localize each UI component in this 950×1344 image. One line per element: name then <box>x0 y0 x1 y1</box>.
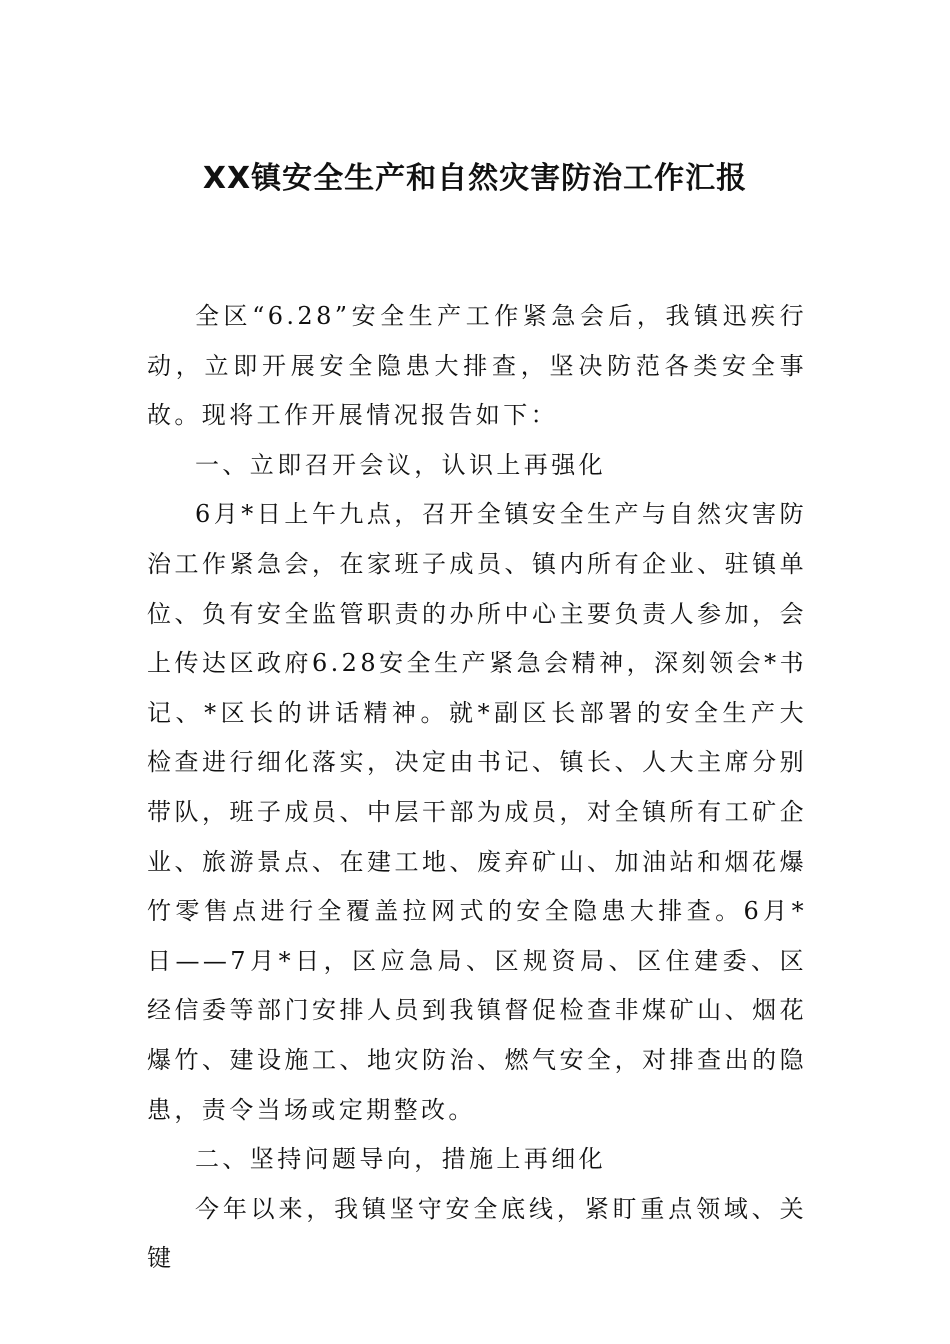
section-heading-2: 二、坚持问题导向，措施上再细化 <box>195 1145 606 1174</box>
document-body <box>147 292 807 1284</box>
intro-paragraph: 全区“6.28”安全生产工作紧急会后，我镇迅疾行动，立即开展安全隐患大排查，坚决防范各类安全事故。现将工作开展情况报告如下： <box>147 302 807 430</box>
section-heading-1: 一、立即召开会议，认识上再强化 <box>195 450 606 479</box>
section-paragraph-2: 今年以来，我镇坚守安全底线，紧盯重点领域、关键 <box>147 1194 807 1273</box>
document-title: XX镇安全生产和自然灾害防治工作汇报 <box>202 161 748 196</box>
section-paragraph-1: 6月*日上午九点，召开全镇安全生产与自然灾害防治工作紧急会，在家班子成员、镇内所有企业、驻镇单位、负有安全监管职责的办所中心主要负责人参加，会上传达区政府6.28安全生产紧急会精神，深刻领会*书记、*区长的讲话精神。就*副区长部署的安全生产大检查进行细化落实，决定由书记、镇长、人大主席分别带队，班子成员、中层干部为成员，对全镇所有工矿企业、旅游景点、在建工地、废弃矿山、加油站和烟花爆竹零售点进行全覆盖拉网式的安全隐患大排查。6月*日——7月*日，区应急局、区规资局、区住建委、区经信委等部门安排人员到我镇督促检查非煤矿山、烟花爆竹、建设施工、地灾防治、燃气安全，对排查出的隐患，责令当场或定期整改。 <box>147 500 807 1124</box>
